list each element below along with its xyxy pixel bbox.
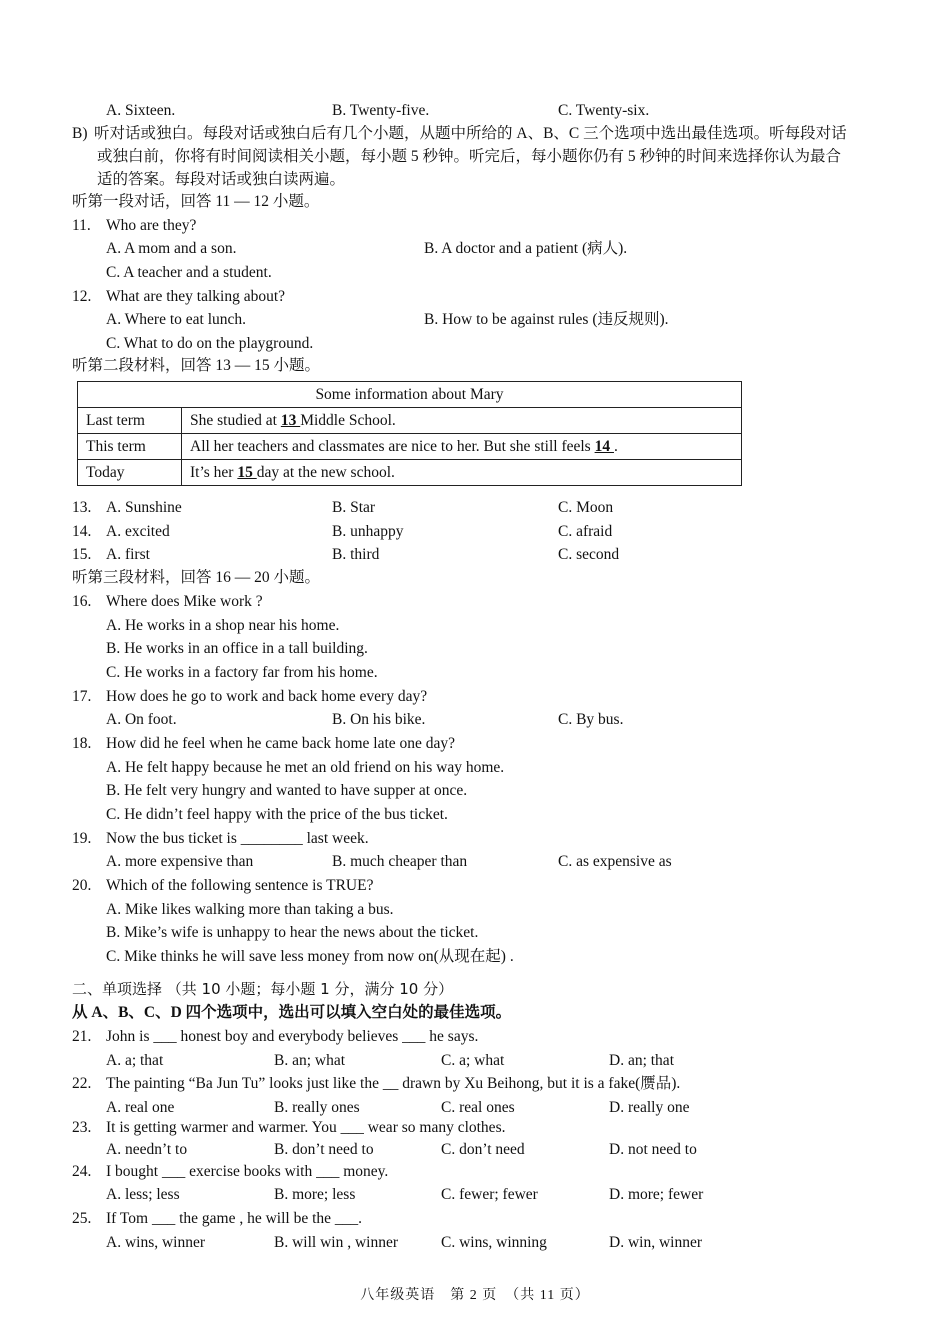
q22-option-b: B. really ones bbox=[274, 1099, 360, 1116]
q24-option-a: A. less; less bbox=[106, 1186, 180, 1203]
q16-option-c: C. He works in a factory far from his home. bbox=[106, 664, 378, 681]
q15-number: 15. bbox=[72, 546, 92, 563]
q22-option-c: C. real ones bbox=[441, 1099, 515, 1116]
q16-stem: Where does Mike work ? bbox=[106, 593, 263, 610]
q19-option-a: A. more expensive than bbox=[106, 853, 254, 870]
q23-stem: It is getting warmer and warmer. You ___ wear so many clothes. bbox=[106, 1119, 506, 1136]
q19-number: 19. bbox=[72, 830, 92, 847]
q19-option-b: B. much cheaper than bbox=[332, 853, 468, 870]
q16-option-a: A. He works in a shop near his home. bbox=[106, 617, 340, 634]
q24-stem: I bought ___ exercise books with ___ money. bbox=[106, 1163, 389, 1180]
part-b-instruction-line1: 听对话或独白。每段对话或独白后有几个小题，从题中所给的 A、B、C 三个选项中选出最佳选项。听每段对话 bbox=[94, 125, 847, 142]
q16-number: 16. bbox=[72, 593, 92, 610]
q12-stem: What are they talking about? bbox=[106, 288, 286, 305]
q22-number: 22. bbox=[72, 1075, 92, 1092]
q20-stem: Which of the following sentence is TRUE? bbox=[106, 877, 374, 894]
table-row bbox=[78, 460, 742, 486]
q25-number: 25. bbox=[72, 1210, 92, 1227]
q18-option-c: C. He didn’t feel happy with the price of the bus ticket. bbox=[106, 806, 448, 823]
row-content bbox=[182, 460, 742, 486]
q18-option-b: B. He felt very hungry and wanted to have supper at once. bbox=[106, 782, 468, 799]
q15-option-a: A. first bbox=[106, 546, 150, 563]
q10-option-c: C. Twenty-six. bbox=[558, 102, 650, 119]
section2-intro: 听第二段材料，回答 13 — 15 小题。 bbox=[72, 357, 321, 374]
q22-option-a: A. real one bbox=[106, 1099, 175, 1116]
section1-intro: 听第一段对话，回答 11 — 12 小题。 bbox=[72, 193, 320, 210]
part-b-label: B) bbox=[72, 125, 88, 142]
table-header: Some information about Mary bbox=[78, 382, 742, 408]
q20-number: 20. bbox=[72, 877, 92, 894]
q23-option-a: A. needn’t to bbox=[106, 1141, 188, 1158]
q12-option-b: B. How to be against rules (违反规则). bbox=[424, 311, 669, 328]
q14-option-a: A. excited bbox=[106, 523, 170, 540]
q11-number: 11. bbox=[72, 217, 91, 234]
q19-stem: Now the bus ticket is ________ last week. bbox=[106, 830, 369, 847]
q24-option-d: D. more; fewer bbox=[609, 1186, 704, 1203]
row-text: . bbox=[613, 438, 618, 455]
q10-option-a: A. Sixteen. bbox=[106, 102, 176, 119]
row-content bbox=[182, 408, 742, 434]
q22-option-d: D. really one bbox=[609, 1099, 690, 1116]
q20-option-c: C. Mike thinks he will save less money from now on(从现在起) . bbox=[106, 948, 514, 965]
q18-stem: How did he feel when he came back home late one day? bbox=[106, 735, 456, 752]
q23-option-b: B. don’t need to bbox=[274, 1141, 374, 1158]
q12-number: 12. bbox=[72, 288, 92, 305]
q17-stem: How does he go to work and back home every day? bbox=[106, 688, 428, 705]
q10-option-b: B. Twenty-five. bbox=[332, 102, 430, 119]
q20-option-b: B. Mike’s wife is unhappy to hear the news about the ticket. bbox=[106, 924, 479, 941]
q21-option-d: D. an; that bbox=[609, 1052, 674, 1069]
part2-title: 二、单项选择 （共 10 小题；每小题 1 分，满分 10 分） bbox=[72, 980, 454, 998]
row-text: Middle School. bbox=[300, 412, 396, 429]
q13-option-b: B. Star bbox=[332, 499, 376, 516]
q23-option-c: C. don’t need bbox=[441, 1141, 525, 1158]
q13-option-a: A. Sunshine bbox=[106, 499, 182, 516]
q25-option-a: A. wins, winner bbox=[106, 1234, 206, 1251]
q20-option-a: A. Mike likes walking more than taking a bus. bbox=[106, 901, 394, 918]
part-b-instruction-line3: 适的答案。每段对话或独白读两遍。 bbox=[97, 171, 346, 188]
blank-14: 14 bbox=[594, 438, 614, 455]
q21-option-b: B. an; what bbox=[274, 1052, 346, 1069]
row-text: All her teachers and classmates are nice to her. But she still feels bbox=[190, 438, 595, 455]
q25-stem: If Tom ___ the game , he will be the ___. bbox=[106, 1210, 363, 1227]
q15-option-c: C. second bbox=[558, 546, 620, 563]
q11-stem: Who are they? bbox=[106, 217, 197, 234]
q16-option-b: B. He works in an office in a tall building. bbox=[106, 640, 368, 657]
q23-number: 23. bbox=[72, 1119, 92, 1136]
row-text: It’s her bbox=[190, 464, 238, 481]
q21-stem: John is ___ honest boy and everybody believes ___ he says. bbox=[106, 1028, 479, 1045]
q25-option-d: D. win, winner bbox=[609, 1234, 702, 1251]
q17-option-b: B. On his bike. bbox=[332, 711, 426, 728]
row-content bbox=[182, 434, 742, 460]
q25-option-c: C. wins, winning bbox=[441, 1234, 547, 1251]
page-footer: 八年级英语 第 2 页 （共 11 页） bbox=[360, 1288, 590, 1303]
q21-number: 21. bbox=[72, 1028, 92, 1045]
row-label: Today bbox=[78, 460, 182, 486]
q18-number: 18. bbox=[72, 735, 92, 752]
blank-13: 13 bbox=[280, 412, 301, 429]
q19-option-c: C. as expensive as bbox=[558, 853, 672, 870]
part2-instruction: 从 A、B、C、D 四个选项中，选出可以填入空白处的最佳选项。 bbox=[72, 1004, 512, 1021]
q11-option-b: B. A doctor and a patient (病人). bbox=[424, 240, 628, 257]
q24-number: 24. bbox=[72, 1163, 92, 1180]
q24-option-b: B. more; less bbox=[274, 1186, 356, 1203]
q24-option-c: C. fewer; fewer bbox=[441, 1186, 538, 1203]
q21-option-c: C. a; what bbox=[441, 1052, 505, 1069]
row-label: This term bbox=[78, 434, 182, 460]
table-row bbox=[78, 434, 742, 460]
section3-intro: 听第三段材料，回答 16 — 20 小题。 bbox=[72, 569, 321, 586]
q17-option-c: C. By bus. bbox=[558, 711, 624, 728]
mary-info-table bbox=[77, 381, 742, 486]
row-label: Last term bbox=[78, 408, 182, 434]
q25-option-b: B. will win , winner bbox=[274, 1234, 398, 1251]
row-text: She studied at bbox=[190, 412, 281, 429]
q14-option-c: C. afraid bbox=[558, 523, 613, 540]
q13-option-c: C. Moon bbox=[558, 499, 614, 516]
q12-option-a: A. Where to eat lunch. bbox=[106, 311, 247, 328]
part-b-instruction-line2: 或独白前，你将有时间阅读相关小题，每小题 5 秒钟。听完后，每小题你仍有 5 秒钟的时间来选择你认为最合 bbox=[97, 148, 842, 165]
table-row bbox=[78, 408, 742, 434]
q14-number: 14. bbox=[72, 523, 92, 540]
q21-option-a: A. a; that bbox=[106, 1052, 164, 1069]
q22-stem: The painting “Ba Jun Tu” looks just like the __ drawn by Xu Beihong, but it is a fake(赝品). bbox=[106, 1075, 681, 1092]
q12-option-c: C. What to do on the playground. bbox=[106, 335, 314, 352]
q11-option-a: A. A mom and a son. bbox=[106, 240, 237, 257]
q18-option-a: A. He felt happy because he met an old friend on his way home. bbox=[106, 759, 505, 776]
q15-option-b: B. third bbox=[332, 546, 380, 563]
blank-15: 15 bbox=[237, 464, 257, 481]
row-text: day at the new school. bbox=[256, 464, 395, 481]
q11-option-c: C. A teacher and a student. bbox=[106, 264, 272, 281]
q17-option-a: A. On foot. bbox=[106, 711, 177, 728]
q13-number: 13. bbox=[72, 499, 92, 516]
q14-option-b: B. unhappy bbox=[332, 523, 404, 540]
q17-number: 17. bbox=[72, 688, 92, 705]
q23-option-d: D. not need to bbox=[609, 1141, 697, 1158]
